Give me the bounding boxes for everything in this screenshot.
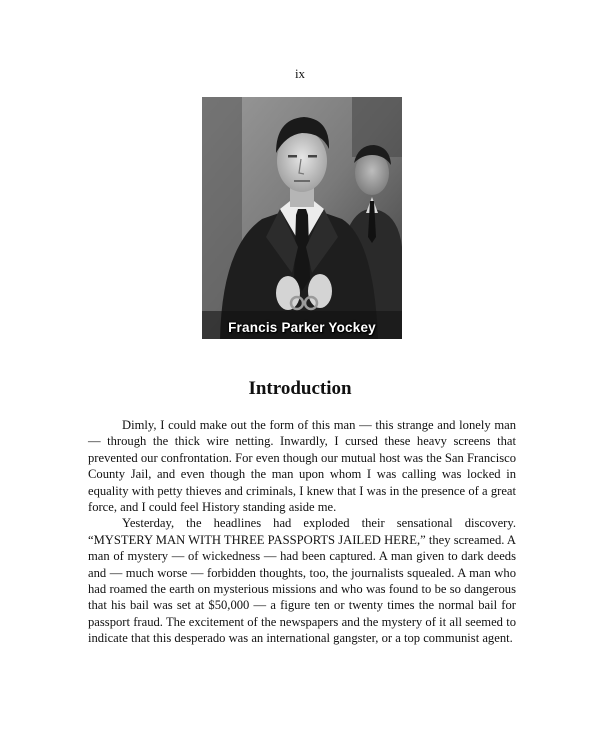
paragraph: Dimly, I could make out the form of this man — this strange and lonely man — through the thick wire netting. Inwardly, I cursed these heavy screens that prevented our confrontation. For even though our mutual host was the San Francisco County Jail, and even though the man upon whom I was calling was locked in equality with petty thieves and criminals, I knew that I was in the presence of a great force, and I could feel History standing aside me.	[88, 418, 516, 515]
portrait-photo	[202, 97, 402, 339]
photo-caption: Francis Parker Yockey	[228, 320, 376, 335]
paragraph: Yesterday, the headlines had exploded their sensational discovery. “MYSTERY MAN WITH THREE PASSPORTS JAILED HERE,” they screamed. A man of mystery — of wickedness — had been captured. A man given to dark deeds and — much worse — forbidden thoughts, too, the journalists squealed. A man who had roamed the earth on mysterious missions and who was found to be so dangerous that his bail was set at $50,000 — a figure ten or twenty times the normal bail for passport fraud. The excitement of the newspapers and the mystery of it all seemed to indicate that this desperado was an international gangster, or a top communist agent.	[88, 516, 516, 646]
portrait-image	[202, 97, 402, 339]
page-title: Introduction	[248, 378, 352, 399]
body-text	[88, 417, 516, 647]
page-number: ix	[294, 66, 306, 81]
